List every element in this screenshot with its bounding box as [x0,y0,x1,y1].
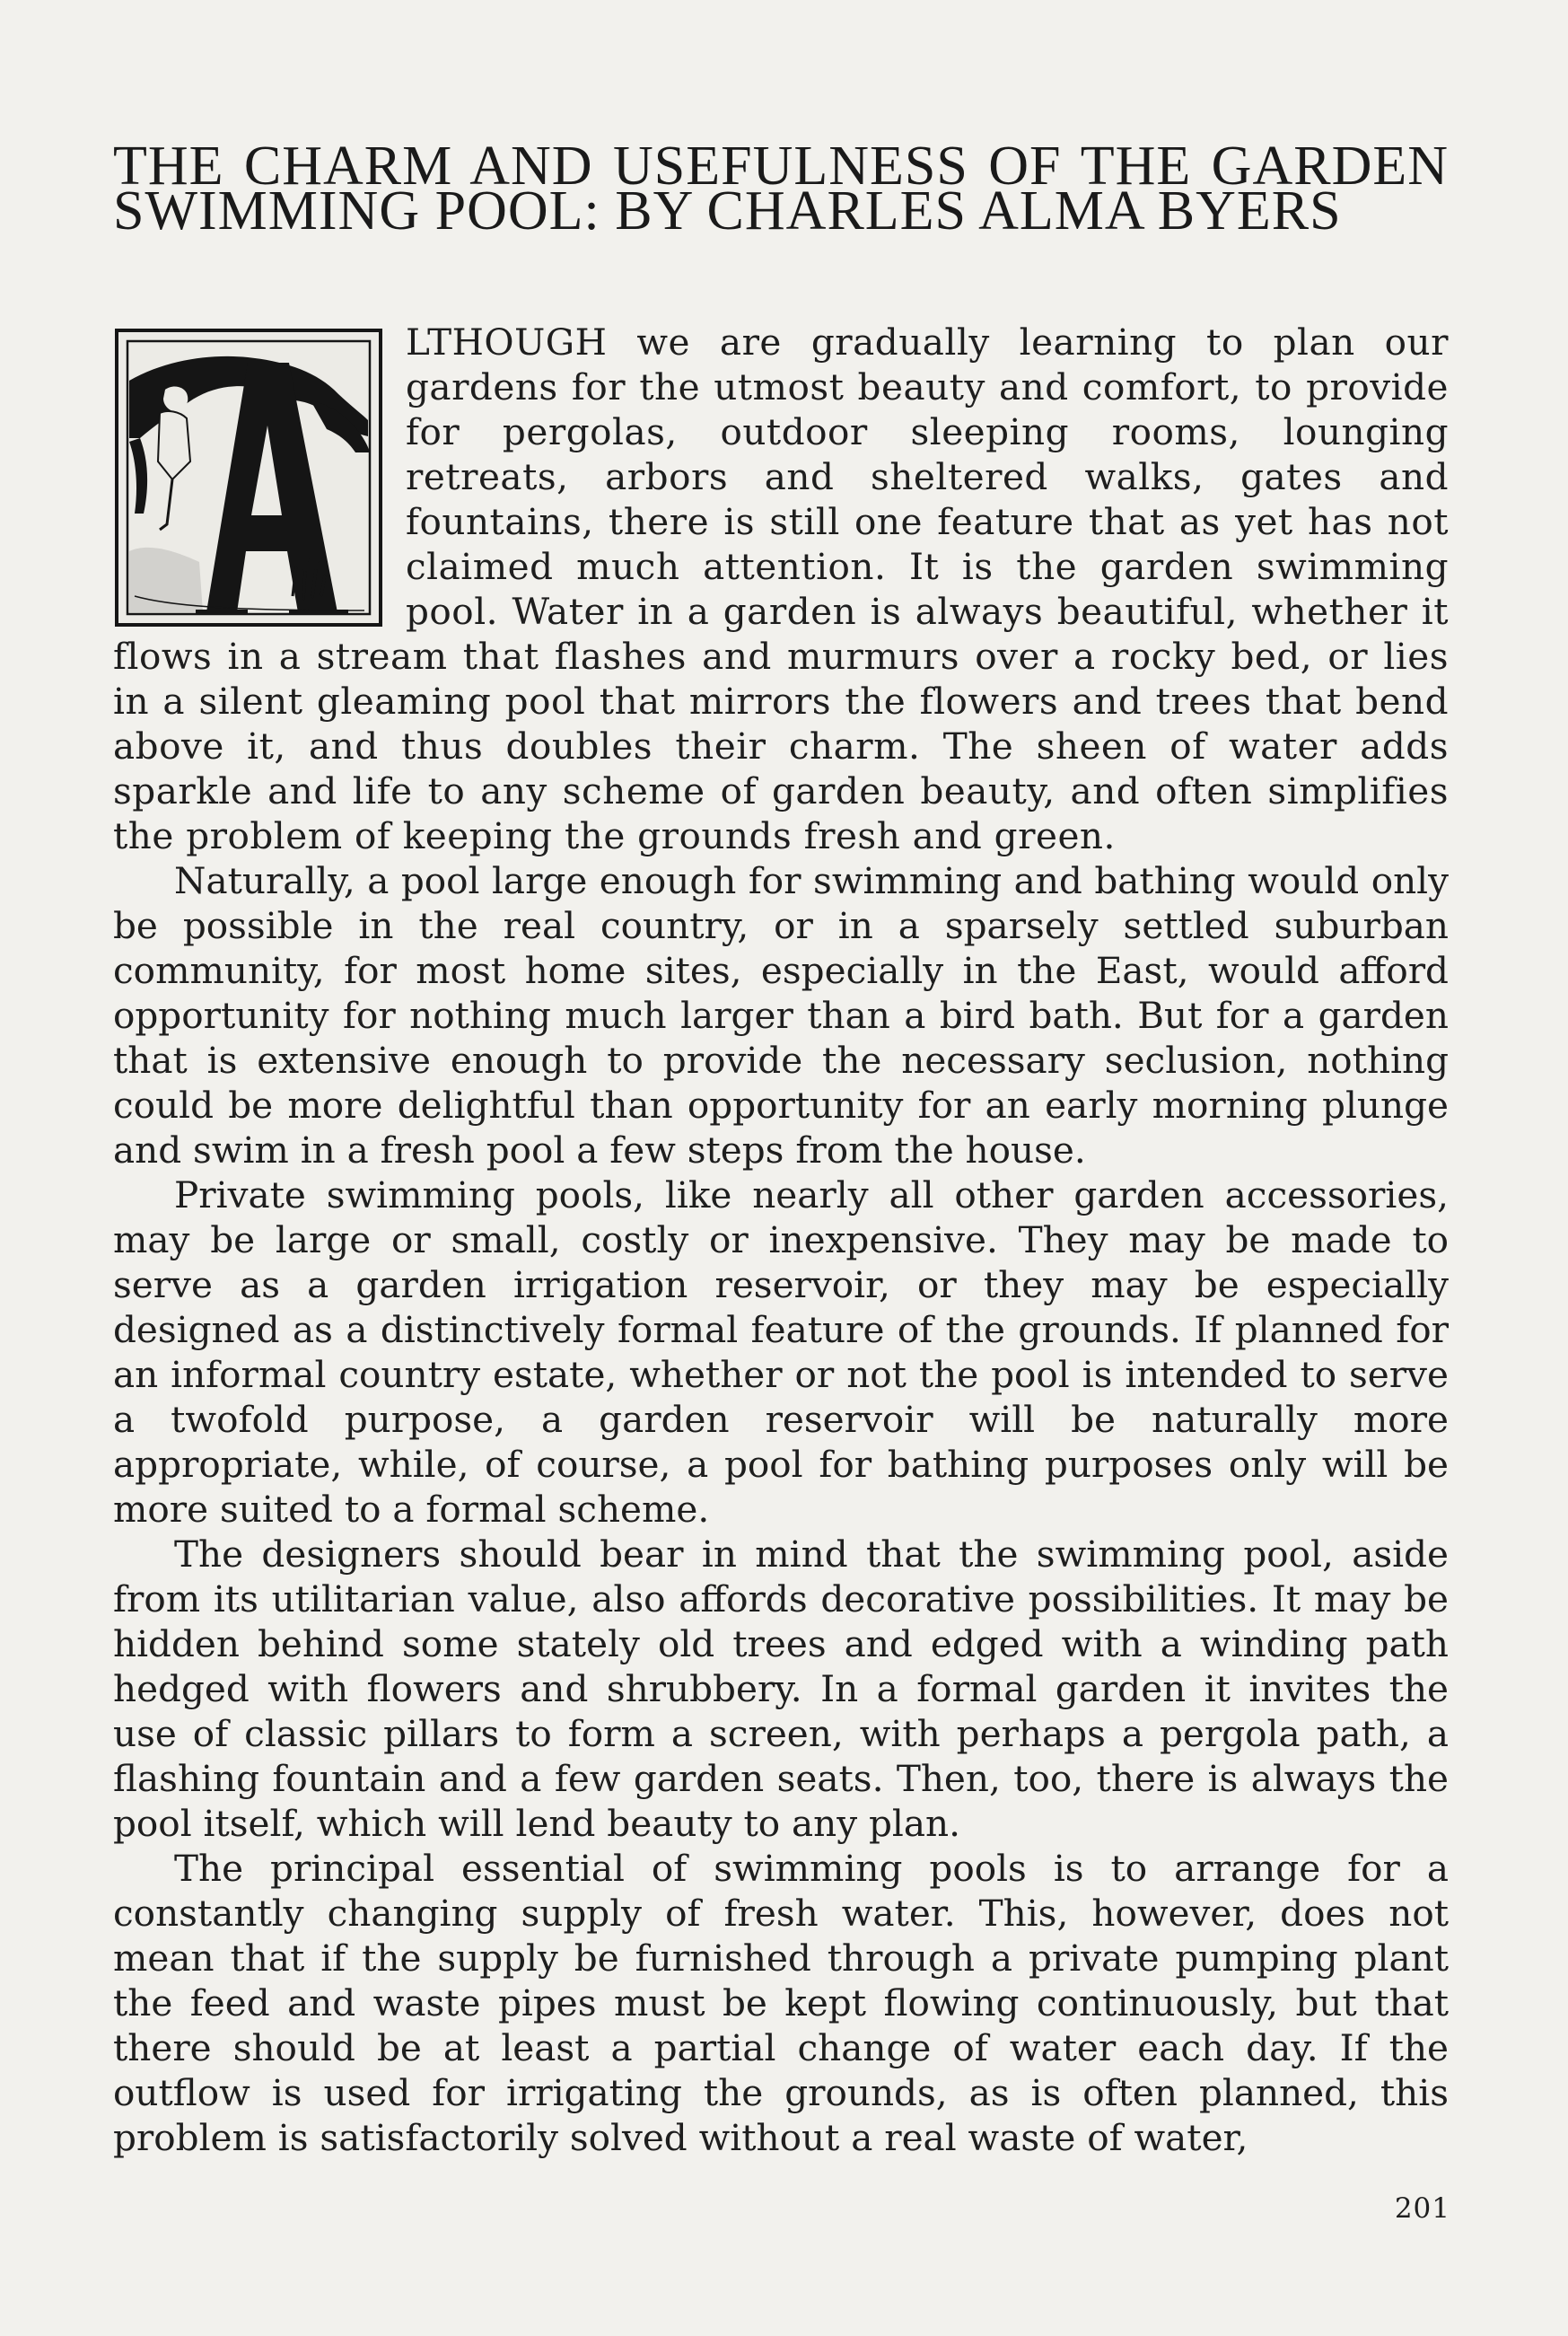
article-body [113,320,1449,2160]
paragraph-naturally: Naturally, a pool large enough for swimming and bathing would only be possible in the real country, or in a sparsely settled suburban community, for most home sites, especially in the East, would afford opportunity for nothing much larger than a bird bath. But for a garden that is extensive enough to provide the necessary seclusion, nothing could be more delightful than opportunity for an early morning plunge and swim in a fresh pool a few steps from the house. [113,859,1449,1172]
paragraph-principal-essential: The principal essential of swimming pools is to arrange for a constantly changing supply of fresh water. This, however, does not mean that if the supply be furnished through a private pumping plant the feed and waste pipes must be kept flowing continuously, but that there should be at least a partial change of water each day. If the outflow is used for irrigating the grounds, as is often planned, this problem is satisfactorily solved without a real waste of water, [113,1847,1449,2159]
paragraph-designers: The designers should bear in mind that the swimming pool, aside from its utilitarian value, also affords decorative possibilities. It may be hidden behind some stately old trees and edged with a winding path hedged with flowers and shrubbery. In a formal garden it invites the use of classic pillars to form a screen, with perhaps a pergola path, a flashing fountain and a few garden seats. Then, too, there is always the pool itself, which will lend beauty to any plan. [113,1532,1449,1845]
paragraph-private-pools: Private swimming pools, like nearly all other garden accessories, may be large or small, costly or inexpensive. They may be made to serve as a garden irrigation reservoir, or they may be especially designed as a distinctively formal feature of the grounds. If planned for an informal country estate, whether or not the pool is intended to serve a twofold purpose, a garden reservoir will be naturally more appropriate, while, of course, a pool for bathing purposes only will be more suited to a formal scheme. [113,1173,1449,1531]
opening-paragraph-text: LTHOUGH we are gradually learning to plan our gardens for the utmost beauty and comfort, to provide for pergolas, outdoor sleeping rooms, lounging retreats, arbors and sheltered walks, gates and fountains, there is still one feature that as yet has not claimed much attention. It is the garden swimming pool. Water in a garden is always beautiful, whether it flows in a stream that flashes and murmurs over a rocky bed, or lies in a silent gleaming pool that mirrors the flowers and trees that bend above it, and thus doubles their charm. The sheen of water adds sparkle and life to any scheme of garden beauty, and often simplifies the problem of keeping the grounds fresh and green. [113,321,1449,857]
opening-paragraph [113,320,1449,858]
page-number: 201 [1394,2192,1450,2225]
article-title: THE CHARM AND USEFULNESS OF THE GARDEN SWIMMING POOL: BY CHARLES ALMA BYERS [113,136,1449,242]
drop-cap-letter-a-illustration [113,327,384,628]
